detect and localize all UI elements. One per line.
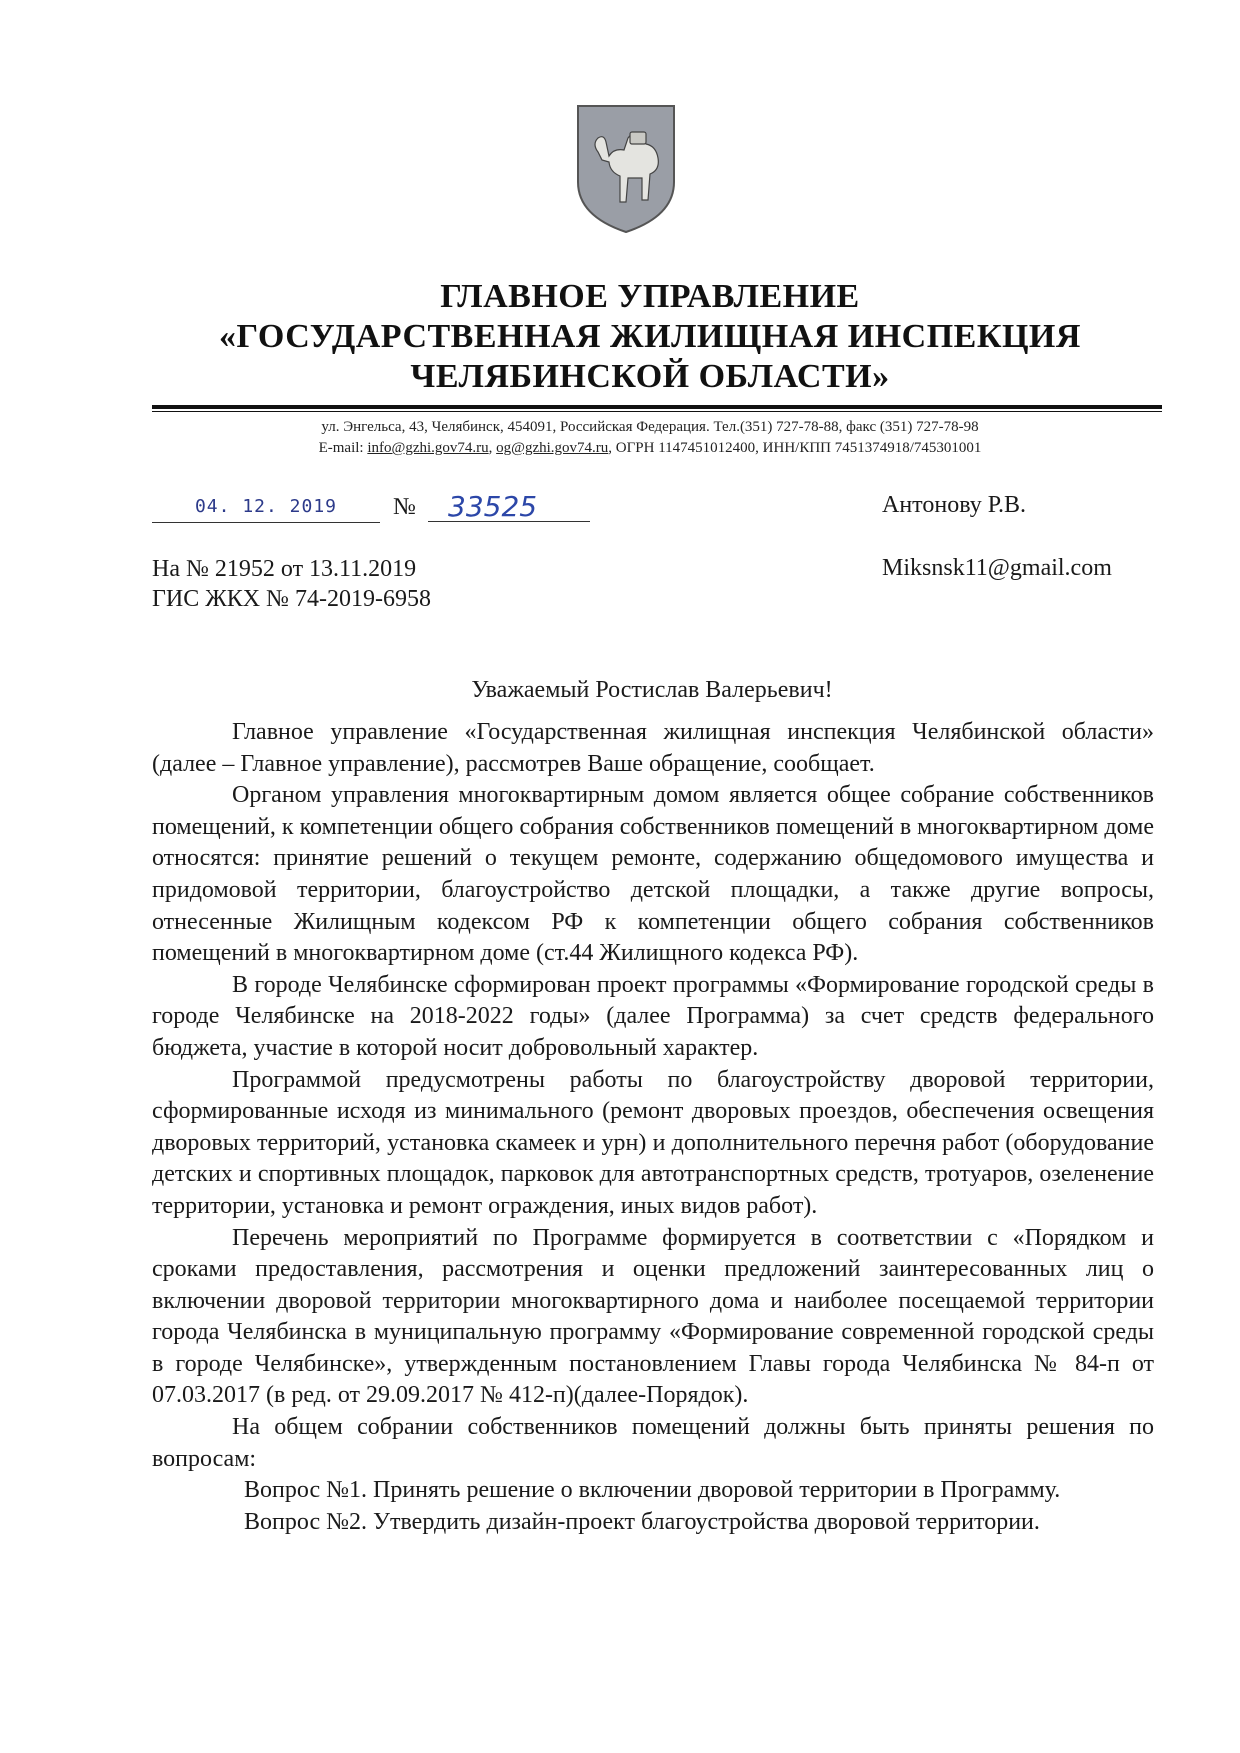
- org-contacts-line: [150, 440, 1150, 457]
- body-paragraph: Главное управление «Государственная жилищная инспекция Челябинской области» (далее – Главное управление), рассмотрев Ваше обращение, сообщает.: [152, 719, 1154, 777]
- reference-number: На № 21952 от 13.11.2019: [152, 556, 417, 582]
- header-divider-thin: [152, 411, 1162, 412]
- org-title-line-2: «ГОСУДАРСТВЕННАЯ ЖИЛИЩНАЯ ИНСПЕКЦИЯ: [219, 318, 1081, 355]
- question-item: Вопрос №2. Утвердить дизайн-проект благоустройства дворовой территории.: [244, 1508, 1040, 1535]
- org-registry: , ОГРН 1147451012400, ИНН/КПП 7451374918/745301001: [608, 440, 982, 456]
- salutation: Уважаемый Ростислав Валерьевич!: [471, 677, 833, 703]
- recipient-name: Антонову Р.В.: [882, 492, 1027, 518]
- org-address: ул. Энгельса, 43, Челябинск, 454091, Российская Федерация. Тел.(351) 727-78-88, факс (351) 727-78-98: [321, 419, 979, 435]
- outgoing-number-handwritten: 33525: [428, 492, 590, 522]
- org-title-line-1: ГЛАВНОЕ УПРАВЛЕНИЕ: [440, 278, 860, 315]
- coat-of-arms-emblem: [576, 104, 676, 234]
- number-sign-label: №: [393, 494, 416, 520]
- body-paragraph: В городе Челябинске сформирован проект программы «Формирование городской среды в городе Челябинске на 2018-2022 годы» (далее Программа) за счет средств федерального бюджета, участие в которой носит добровольный характер.: [152, 971, 1154, 1061]
- outgoing-date-stamp: 04. 12. 2019: [152, 492, 380, 523]
- email-separator: ,: [488, 440, 497, 456]
- question-item: Вопрос №1. Принять решение о включении дворовой территории в Программу.: [244, 1477, 1061, 1504]
- header-divider-thick: [152, 405, 1162, 409]
- email-link-og[interactable]: og@gzhi.gov74.ru: [496, 440, 609, 456]
- body-paragraph: Программой предусмотрены работы по благоустройству дворовой территории, сформированные исходя из минимального (ремонт дворовых проездов, обеспечения освещения дворовых территорий, установка скамеек и урн) и дополнительного перечня работ (оборудование детских и спортивных площадок, парковок для автотранспортных средств, тротуаров, озеленение территории, установка и ремонт ограждения, иных видов работ).: [152, 1066, 1154, 1219]
- body-paragraph: Перечень мероприятий по Программе формируется в соответствии с «Порядком и сроками предоставления, рассмотрения и оценки предложений заинтересованных лиц о включении дворовой территории многоквартирного дома и наиболее посещаемой территории города Челябинска в муниципальную программу «Формирование современной городской среды в городе Челябинске», утвержденным постановлением Главы города Челябинска № 84-п от 07.03.2017 (в ред. от 29.09.2017 № 412-п)(далее-Порядок).: [152, 1224, 1154, 1409]
- body-paragraph: На общем собрании собственников помещений должны быть приняты решения по вопросам:: [152, 1414, 1154, 1472]
- email-link-info[interactable]: info@gzhi.gov74.ru: [367, 440, 489, 456]
- gis-zhkh-number: ГИС ЖКХ № 74-2019-6958: [152, 586, 431, 612]
- email-label: E-mail:: [318, 440, 364, 456]
- letter-body: [152, 717, 1154, 1538]
- recipient-email: Miksnsk11@gmail.com: [882, 555, 1112, 581]
- body-paragraph: Органом управления многоквартирным домом является общее собрание собственников помещений, к компетенции общего собрания собственников помещений в многоквартирном доме относятся: принятие решений о текущем ремонте, содержанию общедомового имущества и придомовой территории, благоустройство детской площадки, а также другие вопросы, отнесенные Жилищным кодексом РФ к компетенции общего собрания собственников помещений в многоквартирном доме (ст.44 Жилищного кодекса РФ).: [152, 782, 1154, 967]
- org-title-line-3: ЧЕЛЯБИНСКОЙ ОБЛАСТИ»: [410, 358, 890, 395]
